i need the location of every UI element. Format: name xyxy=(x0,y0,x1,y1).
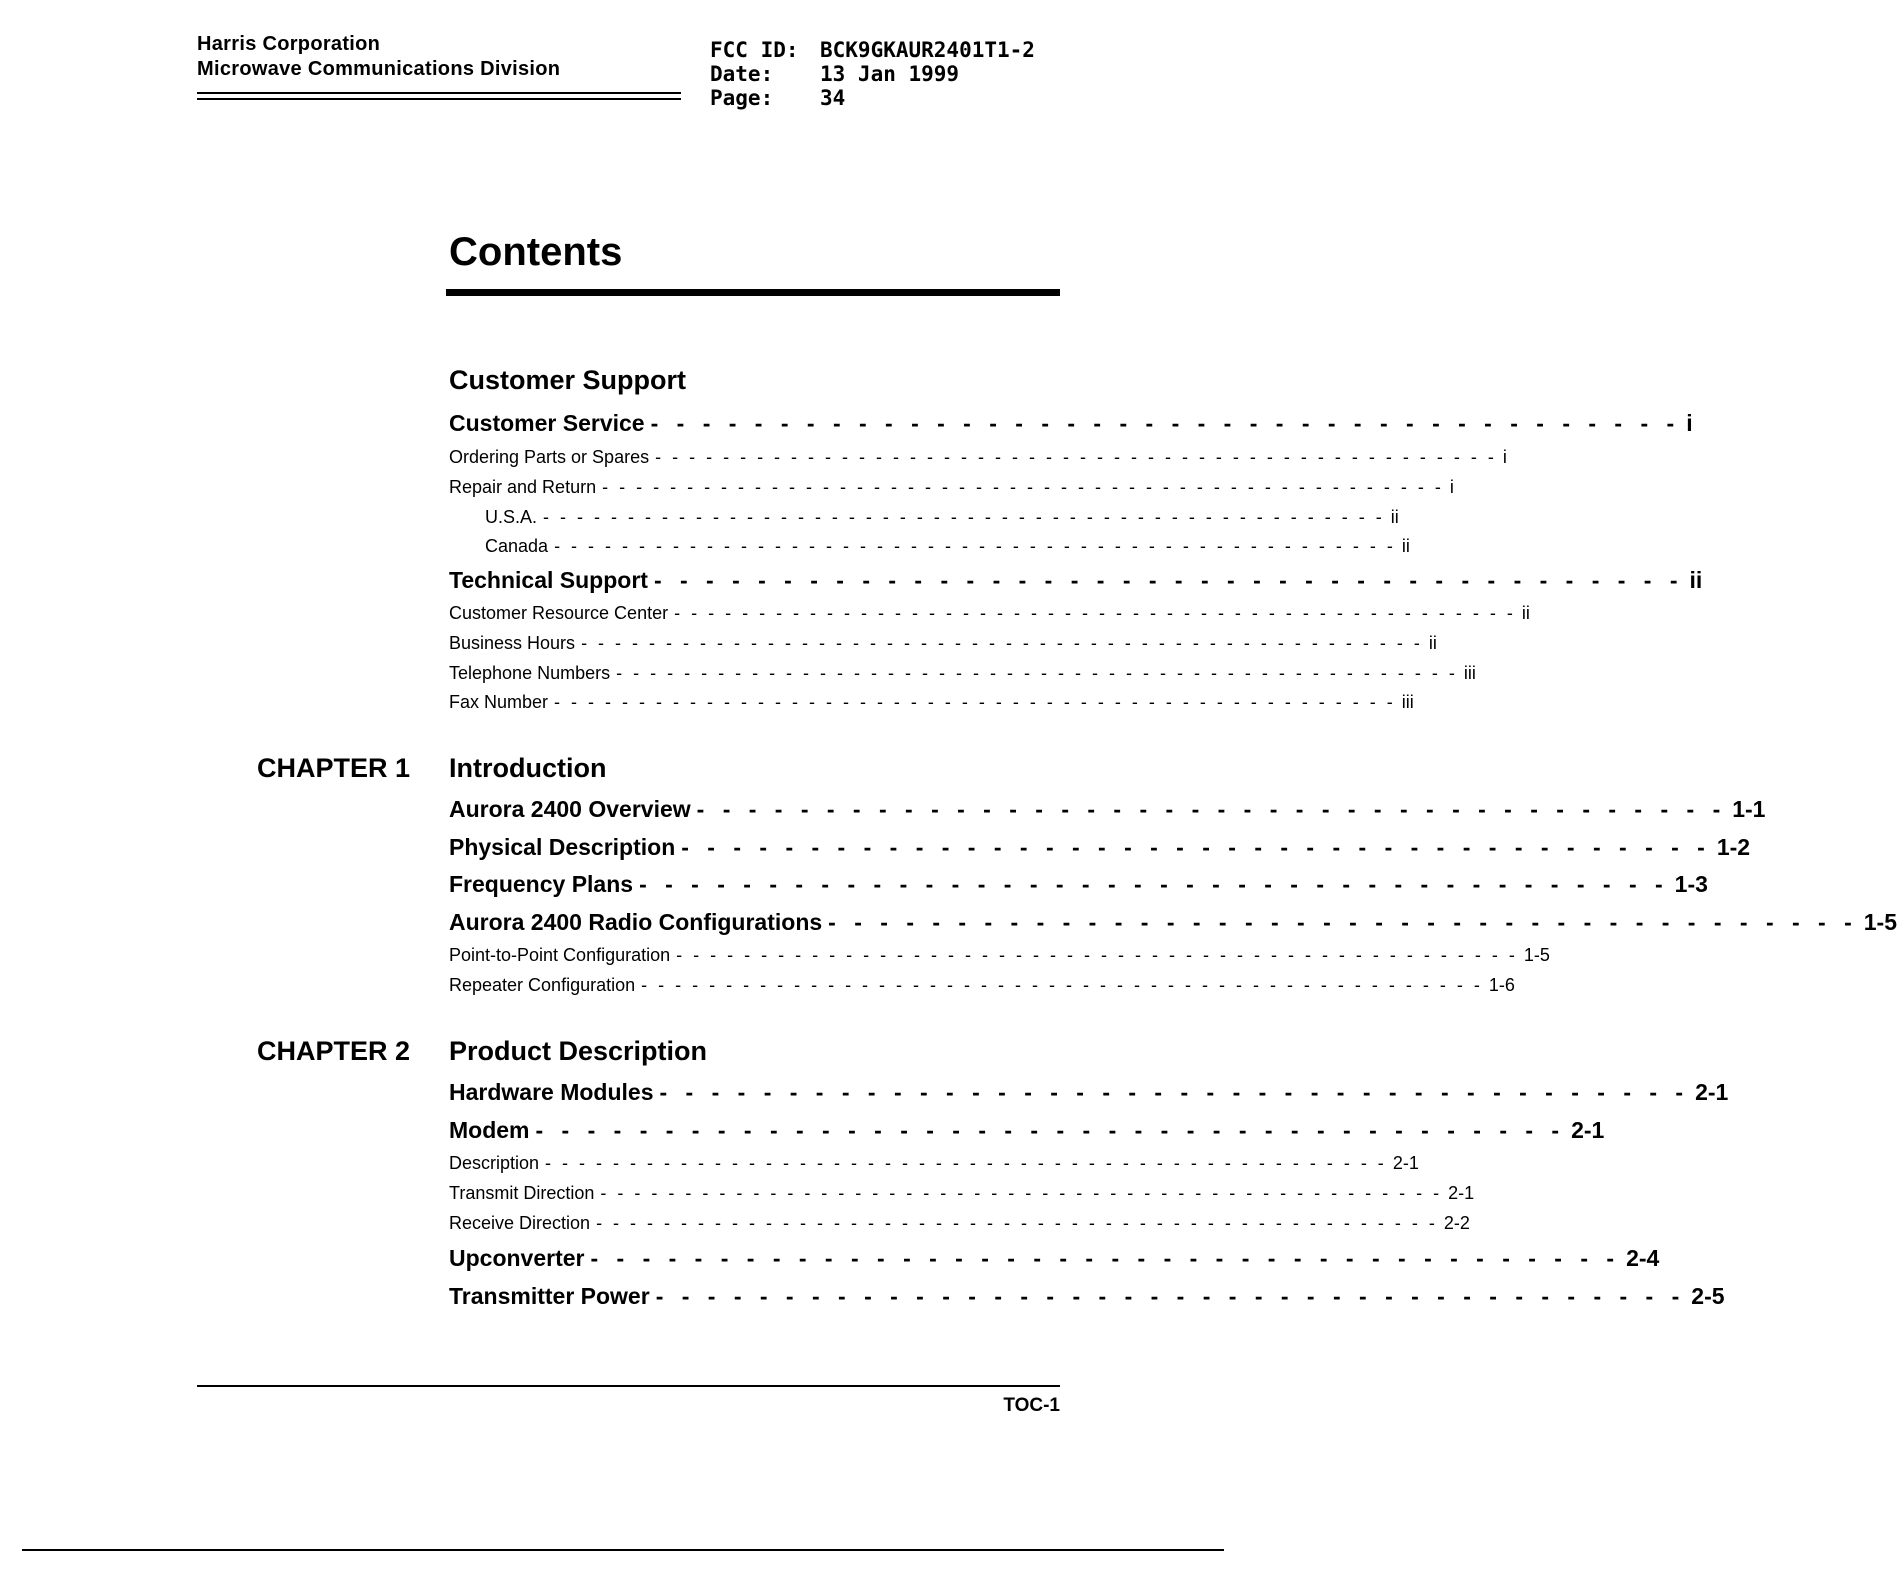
toc-entry-label: U.S.A. xyxy=(485,507,538,527)
leader-dots: - - - - - - - - - - - - - - - - - - - - - - - - - - - - - - - - - - - - - - - - - - - - - - - - - - xyxy=(543,507,1385,527)
toc-entry-label: Fax Number xyxy=(449,692,549,712)
toc-entry-label: Modem xyxy=(449,1117,530,1143)
leader-dots: - - - - - - - - - - - - - - - - - - - - - - - - - - - - - - - - - - - - - - - - xyxy=(639,871,1669,897)
toc-entry-label: Description xyxy=(449,1153,540,1173)
toc-entry-label: Customer Resource Center xyxy=(449,603,669,623)
toc-entry-label: Aurora 2400 Radio Configurations xyxy=(449,909,823,935)
toc-entry[interactable] xyxy=(449,507,1399,528)
toc-entry-label: Transmit Direction xyxy=(449,1183,595,1203)
leader-dots: - - - - - - - - - - - - - - - - - - - - - - - - - - - - - - - - - - - - - - - - - - - - - - - - - - xyxy=(596,1213,1438,1233)
footer-page-number: TOC-1 xyxy=(1003,1395,1060,1416)
fcc-id-value: BCK9GKAUR2401T1-2 xyxy=(820,38,1035,62)
leader-dots: - - - - - - - - - - - - - - - - - - - - - - - - - - - - - - - - - - - - - - - - xyxy=(659,1079,1690,1105)
toc-entry[interactable] xyxy=(449,834,1751,861)
toc-entry-page: 2-1 xyxy=(1448,1183,1475,1203)
leader-dots: - - - - - - - - - - - - - - - - - - - - - - - - - - - - - - - - - - - - - - - - xyxy=(535,1117,1566,1143)
toc-entry-page: 1-6 xyxy=(1488,975,1515,995)
toc-entry-label: Ordering Parts or Spares xyxy=(449,447,650,467)
leader-dots: - - - - - - - - - - - - - - - - - - - - - - - - - - - - - - - - - - - - - - - - - - - - - - - - - - xyxy=(616,663,1458,683)
toc-entry-label: Aurora 2400 Overview xyxy=(449,796,691,822)
toc-entry-page: i xyxy=(1449,477,1454,497)
toc-entry-label: Receive Direction xyxy=(449,1213,591,1233)
toc-entry[interactable] xyxy=(449,1117,1605,1144)
toc-entry[interactable] xyxy=(449,1213,1470,1234)
toc-entry-page: 1-3 xyxy=(1674,871,1708,897)
leader-dots: - - - - - - - - - - - - - - - - - - - - - - - - - - - - - - - - - - - - - - - - xyxy=(696,796,1727,822)
toc-entry-label: Upconverter xyxy=(449,1245,585,1271)
toc-entry-page: 2-2 xyxy=(1443,1213,1470,1233)
toc-entry[interactable] xyxy=(449,567,1703,594)
leader-dots: - - - - - - - - - - - - - - - - - - - - - - - - - - - - - - - - - - - - - - - - - - - - - - - - - - xyxy=(554,692,1396,712)
toc-entry-label: Repeater Configuration xyxy=(449,975,636,995)
toc-entry-label: Point-to-Point Configuration xyxy=(449,945,671,965)
toc-entry[interactable] xyxy=(449,692,1414,713)
toc-entry-page: 2-1 xyxy=(1392,1153,1419,1173)
toc-entry-page: 2-1 xyxy=(1695,1079,1729,1105)
title-rule xyxy=(446,289,1060,296)
toc-entry-label: Repair and Return xyxy=(449,477,597,497)
leader-dots: - - - - - - - - - - - - - - - - - - - - - - - - - - - - - - - - - - - - - - - - xyxy=(650,410,1681,436)
chapter-2-label: CHAPTER 2 xyxy=(257,1036,411,1066)
document-meta xyxy=(710,38,1035,110)
leader-dots: - - - - - - - - - - - - - - - - - - - - - - - - - - - - - - - - - - - - - - - - xyxy=(590,1245,1621,1271)
toc-entry-label: Hardware Modules xyxy=(449,1079,654,1105)
date-value: 13 Jan 1999 xyxy=(820,62,960,86)
toc-entry[interactable] xyxy=(449,909,1897,936)
leader-dots: - - - - - - - - - - - - - - - - - - - - - - - - - - - - - - - - - - - - - - - - - - - - - - - - - - xyxy=(641,975,1483,995)
chapter-1-title: Introduction xyxy=(449,753,607,783)
toc-entry-page: ii xyxy=(1401,536,1410,556)
leader-dots: - - - - - - - - - - - - - - - - - - - - - - - - - - - - - - - - - - - - - - - - xyxy=(681,834,1711,860)
page-value: 34 xyxy=(820,86,846,110)
chapter-2-title: Product Description xyxy=(449,1036,708,1066)
toc-entry-page: 2-4 xyxy=(1626,1245,1660,1271)
toc-entry[interactable] xyxy=(449,536,1410,557)
leader-dots: - - - - - - - - - - - - - - - - - - - - - - - - - - - - - - - - - - - - - - - - - - - - - - - - - - xyxy=(600,1183,1443,1203)
toc-entry-page: ii xyxy=(1390,507,1399,527)
toc-entry-page: iii xyxy=(1401,692,1414,712)
header-rule-bottom xyxy=(197,98,681,100)
toc-entry-page: 2-1 xyxy=(1571,1117,1605,1143)
division-name: Microwave Communications Division xyxy=(197,58,561,80)
toc-entry-label: Telephone Numbers xyxy=(449,663,611,683)
toc-entry[interactable] xyxy=(449,796,1766,823)
toc-entry-label: Transmitter Power xyxy=(449,1283,650,1309)
page-row xyxy=(710,86,1035,110)
toc-entry[interactable] xyxy=(449,663,1476,684)
leader-dots: - - - - - - - - - - - - - - - - - - - - - - - - - - - - - - - - - - - - - - - - - - - - - - - - - - xyxy=(554,536,1396,556)
toc-entry[interactable] xyxy=(449,1079,1729,1106)
toc-entry[interactable] xyxy=(449,1245,1660,1272)
toc-entry-label: Business Hours xyxy=(449,633,576,653)
toc-entry-page: 1-1 xyxy=(1732,796,1766,822)
leader-dots: - - - - - - - - - - - - - - - - - - - - - - - - - - - - - - - - - - - - - - - - xyxy=(655,1283,1686,1309)
toc-entry[interactable] xyxy=(449,1183,1475,1204)
toc-entry[interactable] xyxy=(449,633,1437,654)
toc-entry-page: ii xyxy=(1521,603,1530,623)
chapter-1-label: CHAPTER 1 xyxy=(257,753,411,783)
toc-entry[interactable] xyxy=(449,410,1693,437)
toc-entry[interactable] xyxy=(449,447,1507,468)
date-row xyxy=(710,62,1035,86)
toc-entry-page: 1-2 xyxy=(1716,834,1751,860)
toc-entry-page: 1-5 xyxy=(1523,945,1550,965)
toc-entry-page: 2-5 xyxy=(1691,1283,1725,1309)
page-title: Contents xyxy=(449,230,623,274)
toc-entry-label: Frequency Plans xyxy=(449,871,634,897)
toc-entry-label: Physical Description xyxy=(449,834,676,860)
toc-entry-page: i xyxy=(1502,447,1507,467)
toc-entry[interactable] xyxy=(449,477,1454,498)
scan-edge-rule xyxy=(22,1549,1224,1551)
header-rule-top xyxy=(197,92,681,94)
leader-dots: - - - - - - - - - - - - - - - - - - - - - - - - - - - - - - - - - - - - - - - - - - - - - - - - - - xyxy=(674,603,1516,623)
fcc-id-row xyxy=(710,38,1035,62)
page-label: Page: xyxy=(710,86,774,110)
toc-entry[interactable] xyxy=(449,945,1550,966)
leader-dots: - - - - - - - - - - - - - - - - - - - - - - - - - - - - - - - - - - - - - - - - - - - - - - - - - - xyxy=(581,633,1423,653)
leader-dots: - - - - - - - - - - - - - - - - - - - - - - - - - - - - - - - - - - - - - - - - - - - - - - - - - - xyxy=(655,447,1497,467)
toc-entry[interactable] xyxy=(449,1283,1725,1310)
section-title-customer-support: Customer Support xyxy=(449,365,687,395)
company-name: Harris Corporation xyxy=(197,33,381,55)
toc-entry-label: Customer Service xyxy=(449,410,645,436)
toc-entry-page: iii xyxy=(1463,663,1476,683)
date-label: Date: xyxy=(710,62,774,86)
leader-dots: - - - - - - - - - - - - - - - - - - - - - - - - - - - - - - - - - - - - - - - - - - - - - - - - - - xyxy=(676,945,1518,965)
toc-entry-page: ii xyxy=(1428,633,1437,653)
leader-dots: - - - - - - - - - - - - - - - - - - - - - - - - - - - - - - - - - - - - - - - - - - - - - - - - - - xyxy=(602,477,1444,497)
toc-entry-label: Technical Support xyxy=(449,567,648,593)
fcc-id-label: FCC ID: xyxy=(710,38,799,62)
leader-dots: - - - - - - - - - - - - - - - - - - - - - - - - - - - - - - - - - - - - - - - - xyxy=(653,567,1684,593)
toc-entry-label: Canada xyxy=(485,536,549,556)
toc-entry[interactable] xyxy=(449,975,1515,996)
footer-rule xyxy=(197,1385,1060,1387)
toc-entry[interactable] xyxy=(449,603,1530,624)
toc-entry-page: 1-5 xyxy=(1863,909,1897,935)
leader-dots: - - - - - - - - - - - - - - - - - - - - - - - - - - - - - - - - - - - - - - - - - - - - - - - - - - xyxy=(545,1153,1387,1173)
toc-entry[interactable] xyxy=(449,871,1708,898)
toc-entry-page: i xyxy=(1686,410,1693,436)
toc-entry-page: ii xyxy=(1689,567,1703,593)
leader-dots: - - - - - - - - - - - - - - - - - - - - - - - - - - - - - - - - - - - - - - - - xyxy=(828,909,1858,935)
toc-entry[interactable] xyxy=(449,1153,1419,1174)
